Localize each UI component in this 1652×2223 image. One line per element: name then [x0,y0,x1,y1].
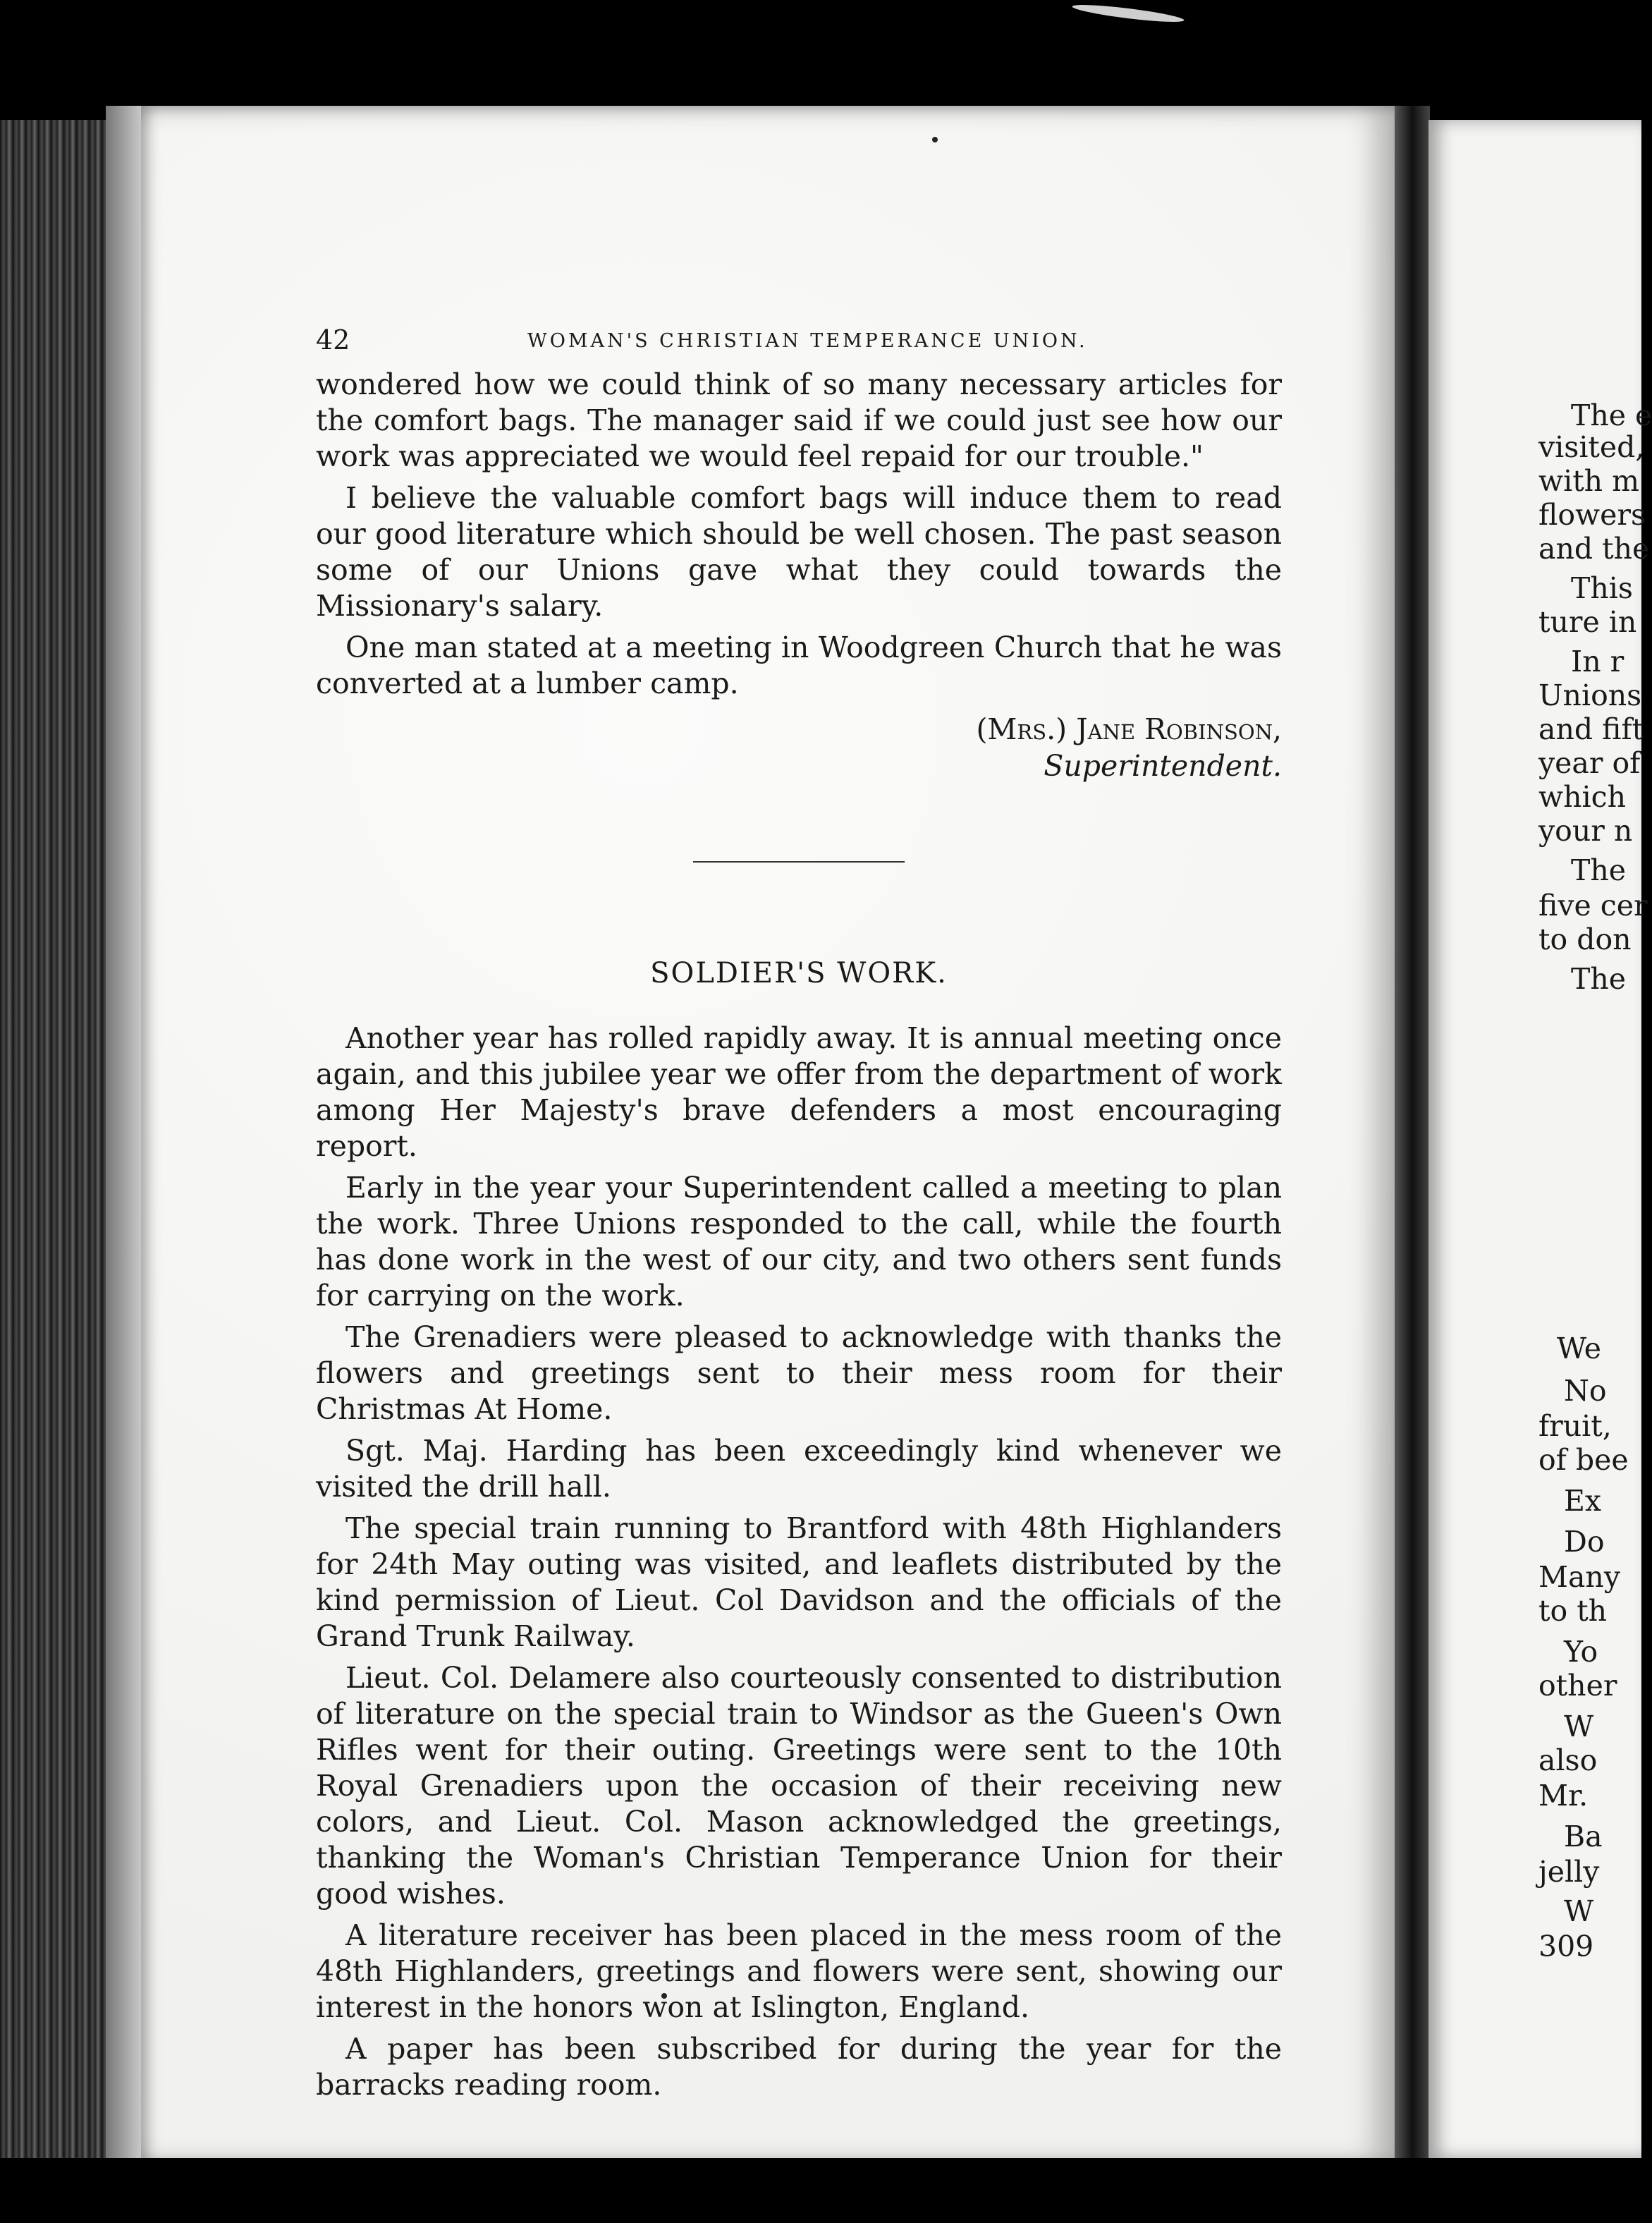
right-fragment: Many [1538,1560,1620,1594]
page-speck [932,137,938,142]
section-paragraph: Lieut. Col. Delamere also courteously consented to distribution of literature on the special train to Windsor as the Gueen's Own Rifles went for their outing. Greetings were sent to the 10th Royal Grenadiers upon the occasion of their receiving new colors, and Lieut. Col. Mason acknowledged the greetings, thanking the Woman's Christian Temperance Union for their good wishes. [316,1661,1282,1911]
section-paragraph: Early in the year your Superintendent called a meeting to plan the work. Three Unions responded to the call, while the fourth has done work in the west of our city, and two others sent funds for carrying on the work. [316,1171,1282,1313]
right-fragment: Ex [1564,1484,1602,1518]
right-fragment: and the [1538,532,1650,566]
right-fragment: your n [1538,814,1633,848]
right-fragment: also [1538,1743,1598,1777]
signature-role: Superintendent. [1044,749,1282,783]
signature-prefix: (Mrs.) [976,712,1067,746]
book-gutter [1395,106,1430,2165]
right-fragment: In r [1571,645,1625,678]
running-head [316,324,1282,367]
right-fragment: Mr. [1538,1779,1589,1813]
right-fragment: Do [1564,1525,1605,1559]
intro-paragraph: One man stated at a meeting in Woodgreen Church that he was converted at a lumber camp. [316,631,1282,700]
section-paragraph: The Grenadiers were pleased to acknowledge with thanks the flowers and greetings sent to their mess room for their Christmas At Home. [316,1320,1282,1426]
scan-frame-bottom [0,2158,1641,2223]
left-page-content [316,324,1282,2103]
right-fragment: jelly [1538,1855,1600,1889]
right-fragment: with m [1538,464,1639,498]
right-fragment: 309 [1538,1930,1594,1963]
right-fragment: We [1557,1332,1602,1365]
right-fragment: Unions [1538,678,1642,712]
signature-name: Jane Robinson, [1076,712,1282,746]
right-fragment: Ba [1564,1820,1603,1853]
right-fragment: W [1564,1710,1594,1743]
running-title: WOMAN'S CHRISTIAN TEMPERANCE UNION. [527,330,1088,352]
right-fragment: year of [1538,746,1641,780]
section-paragraph: Another year has rolled rapidly away. It is annual meeting once again, and this jubilee year we offer from the department of work among Her Majesty's brave defenders a most encouraging report. [316,1021,1282,1163]
right-fragment: This [1571,571,1633,605]
right-fragment: fruit, [1538,1409,1612,1443]
right-fragment: The e [1571,398,1652,432]
right-fragment: The [1571,962,1627,996]
section-divider [693,861,905,863]
page-number: 42 [316,324,350,355]
right-fragment: five cer [1538,889,1648,922]
right-fragment: other [1538,1669,1617,1703]
right-fragment: and fift [1538,712,1644,746]
right-fragment: ture in [1538,605,1637,639]
right-fragment: Yo [1564,1635,1598,1669]
right-fragment: The [1571,853,1627,887]
signature-line [316,710,1282,748]
section-paragraph: Sgt. Maj. Harding has been exceedingly kind whenever we visited the drill hall. [316,1434,1282,1504]
right-page [1428,120,1652,2158]
right-fragment: to th [1538,1594,1608,1628]
right-fragment: W [1564,1894,1594,1928]
right-fragment: visited, [1538,430,1645,464]
section-paragraph: The special train running to Brantford with 48th Highlanders for 24th May outing was visited, and leaflets distributed by the kind permission of Lieut. Col Davidson and the officials of the Grand Trunk Railway. [316,1511,1282,1653]
right-page-fragments [1428,120,1652,2158]
intro-paragraph: wondered how we could think of so many necessary articles for the comfort bags. The manager said if we could just see how our work was appreciated we would feel repaid for our trouble." [316,367,1282,473]
right-fragment: to don [1538,922,1632,956]
right-fragment: of bee [1538,1443,1629,1477]
section-paragraph: A paper has been subscribed for during the year for the barracks reading room. [316,2032,1282,2102]
right-fragment: No [1564,1374,1607,1408]
intro-paragraph: I believe the valuable comfort bags will induce them to read our good literature which should be well chosen. The past season some of our Unions gave what they could towards the Missionary's salary. [316,481,1282,623]
right-fragment: which [1538,780,1626,814]
section-title: SOLDIER'S WORK. [650,957,948,989]
right-fragment: flowers [1538,498,1646,532]
section-paragraph: A literature receiver has been placed in the mess room of the 48th Highlanders, greetings and flowers were sent, showing our interest in the honors won at Islington, England. [316,1918,1282,2024]
